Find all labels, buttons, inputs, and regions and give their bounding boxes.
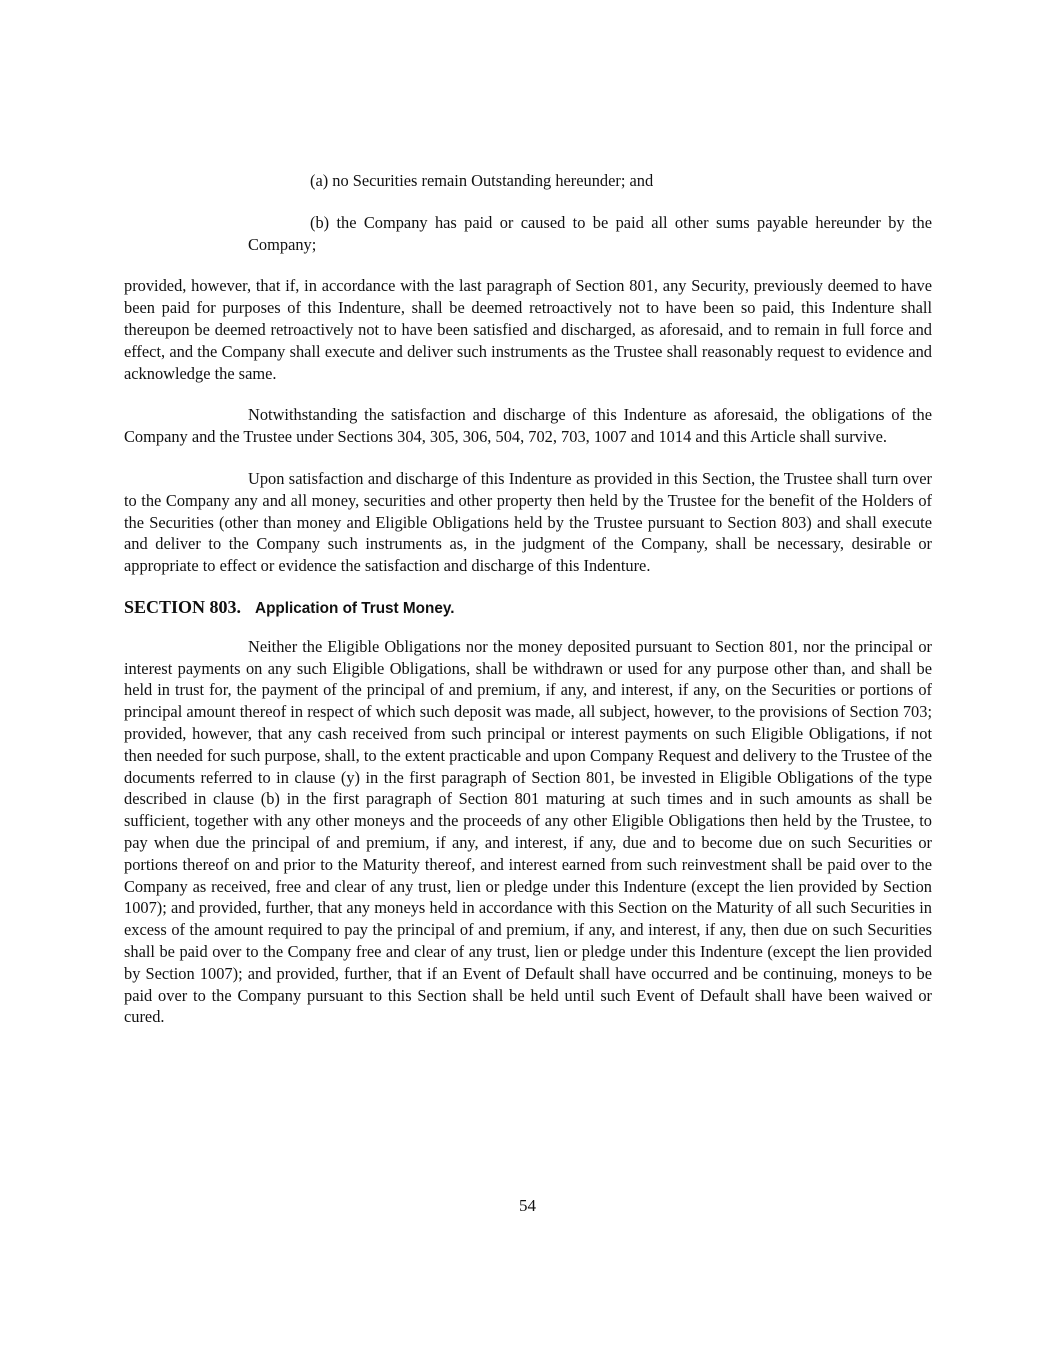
survival-paragraph: Notwithstanding the satisfaction and discharge of this Indenture as aforesaid, the obligations of the Company and the Trustee under Sections 304, 305, 306, 504, 702, 703, 1007 and 1014 and this Article shall survive.: [124, 405, 932, 447]
section-body-paragraph: Neither the Eligible Obligations nor the money deposited pursuant to Section 801, nor the principal or interest payments on any such Eligible Obligations, shall be withdrawn or used for any purpose other than, and shall be held in trust for, the payment of the principal of and premium, if any, and interest, if any, on the Securities or portions of principal amount thereof in respect of which such deposit was made, all subject, however, to the provisions of Section 703; provided, however, that any cash received from such principal or interest payments on such Eligible Obligations, if not then needed for such purpose, shall, to the extent practicable and upon Company Request and delivery to the Trustee of the documents referred to in clause (y) in the first paragraph of Section 801, be invested in Eligible Obligations of the type described in clause (b) in the first paragraph of Section 801 maturing at such times and in such amounts as shall be sufficient, together with any other moneys and the proceeds of any other Eligible Obligations then held by the Trustee, to pay when due the principal of and premium, if any, and interest, if any, due and to become due on such Securities or portions thereof on and prior to the Maturity thereof, and interest earned from such reinvestment shall be paid over to the Company as received, free and clear of any trust, lien or pledge under this Indenture (except the lien provided by Section 1007); and provided, further, that any moneys held in accordance with this Section on the Maturity of all such Securities in excess of the amount required to pay the principal of and premium, if any, and interest, if any, then due on such Securities shall be paid over to the Company free and clear of any trust, lien or pledge under this Indenture (except the lien provided by Section 1007); and provided, further, that if an Event of Default shall have occurred and be continuing, moneys to be paid over to the Company pursuant to this Section shall be held until such Event of Default shall have been waived or cured.: [124, 636, 932, 1027]
section-heading: [124, 597, 932, 620]
proviso-paragraph: provided, however, that if, in accordance with the last paragraph of Section 801, any Security, previously deemed to have been paid for purposes of this Indenture, shall be deemed retroactively not to have been so paid, this Indenture shall thereupon be deemed retroactively not to have been satisfied and discharged, as aforesaid, and to remain in full force and effect, and the Company shall execute and deliver such instruments as the Trustee shall reasonably request to evidence and acknowledge the same.: [124, 276, 932, 383]
page-number: 54: [519, 1196, 536, 1215]
clause-item-a: (a) no Securities remain Outstanding hereunder; and: [310, 171, 654, 190]
section-title: Application of Trust Money.: [255, 599, 455, 617]
clause-item-b: (b) the Company has paid or caused to be paid all other sums payable hereunder by the Company;: [248, 212, 932, 254]
document-page: [124, 170, 932, 1048]
section-number: SECTION 803.: [124, 596, 242, 617]
turnover-paragraph: Upon satisfaction and discharge of this Indenture as provided in this Section, the Trustee shall turn over to the Company any and all money, securities and other property then held by the Trustee for the benefit of the Holders of the Securities (other than money and Eligible Obligations held by the Trustee pursuant to Section 803) and shall execute and deliver to the Company such instruments as, in the judgment of the Company, shall be necessary, desirable or appropriate to effect or evidence the satisfaction and discharge of this Indenture.: [124, 468, 932, 576]
